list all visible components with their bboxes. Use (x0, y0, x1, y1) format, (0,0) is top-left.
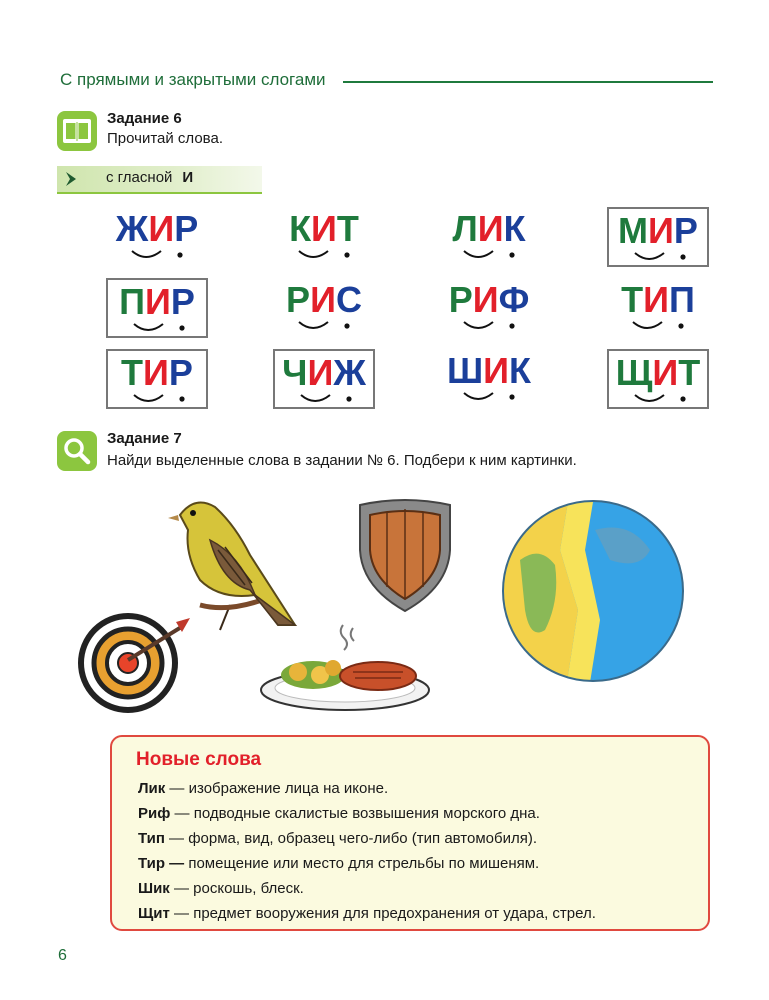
word-text: МИР (618, 210, 698, 251)
word-card (438, 278, 540, 338)
syllable-mark-icon (273, 278, 375, 338)
definition-text: — роскошь, блеск. (169, 880, 304, 897)
word-card (438, 349, 540, 409)
definition-text: — форма, вид, образец чего-либо (тип автомобиля). (164, 830, 538, 847)
definition-item (138, 830, 537, 847)
word-card (106, 349, 208, 409)
section-title: С прямыми и закрытыми слогами (60, 70, 326, 89)
food-plate-icon (258, 620, 433, 715)
shield-icon (350, 495, 460, 615)
word-text: ПИР (119, 281, 195, 322)
syllable-mark-icon (438, 349, 540, 409)
word-card (607, 207, 709, 267)
task6-text: Прочитай слова. (107, 130, 223, 147)
new-words-title: Новые слова (136, 749, 262, 770)
section-divider (343, 81, 713, 83)
definition-term: Щит (138, 905, 170, 922)
word-text: ЧИЖ (282, 352, 366, 393)
word-text: КИТ (289, 208, 359, 249)
syllable-mark-icon (609, 209, 711, 269)
word-card (273, 349, 375, 409)
word-card (106, 278, 208, 338)
definition-text: — подводные скалистые возвышения морского дна. (170, 805, 540, 822)
definition-item (138, 880, 304, 897)
definition-item (138, 905, 596, 922)
word-card (273, 278, 375, 338)
word-text: РИС (286, 279, 362, 320)
task7-text: Найди выделенные слова в задании № 6. Подбери к ним картинки. (107, 452, 577, 469)
globe-icon (500, 490, 690, 695)
definition-text: — предмет вооружения для предохранения от удара, стрел. (169, 905, 596, 922)
syllable-mark-icon (108, 280, 210, 340)
word-text: ШИК (446, 350, 532, 391)
syllable-mark-icon (438, 207, 540, 267)
word-card (273, 207, 375, 267)
definition-term: Шик (138, 880, 170, 897)
word-card (607, 349, 709, 409)
definition-term: Тип (138, 830, 165, 847)
definition-item (138, 805, 540, 822)
word-card (106, 207, 208, 267)
definition-term: Риф (138, 805, 171, 822)
word-card (607, 278, 709, 338)
book-icon (57, 111, 97, 151)
definition-text: — изображение лица на иконе. (165, 780, 389, 797)
word-card (438, 207, 540, 267)
subsection-letter: И (182, 169, 194, 186)
word-text: РИФ (448, 279, 530, 320)
task6-title: Задание 6 (107, 110, 182, 127)
syllable-mark-icon (106, 207, 208, 267)
definition-text: помещение или место для стрельбы по мишеням. (184, 855, 540, 872)
page-number: 6 (58, 947, 67, 964)
syllable-mark-icon (108, 351, 210, 411)
magnifier-icon (57, 431, 97, 471)
task7-title: Задание 7 (107, 430, 182, 447)
definition-item (138, 855, 539, 872)
subsection-label: с гласной И (106, 169, 194, 186)
word-text: ТИР (121, 352, 193, 393)
syllable-mark-icon (609, 351, 711, 411)
target-icon (78, 608, 193, 723)
word-text: ЛИК (452, 208, 526, 249)
word-text: ЖИР (115, 208, 199, 249)
definition-term: Лик (138, 780, 166, 797)
chevron-right-icon (62, 170, 84, 188)
definition-item (138, 780, 388, 797)
syllable-mark-icon (273, 207, 375, 267)
syllable-mark-icon (275, 351, 377, 411)
word-text: ТИП (621, 279, 695, 320)
syllable-mark-icon (607, 278, 709, 338)
definition-term: Тир — (138, 855, 185, 872)
word-text: ЩИТ (615, 352, 701, 393)
syllable-mark-icon (438, 278, 540, 338)
